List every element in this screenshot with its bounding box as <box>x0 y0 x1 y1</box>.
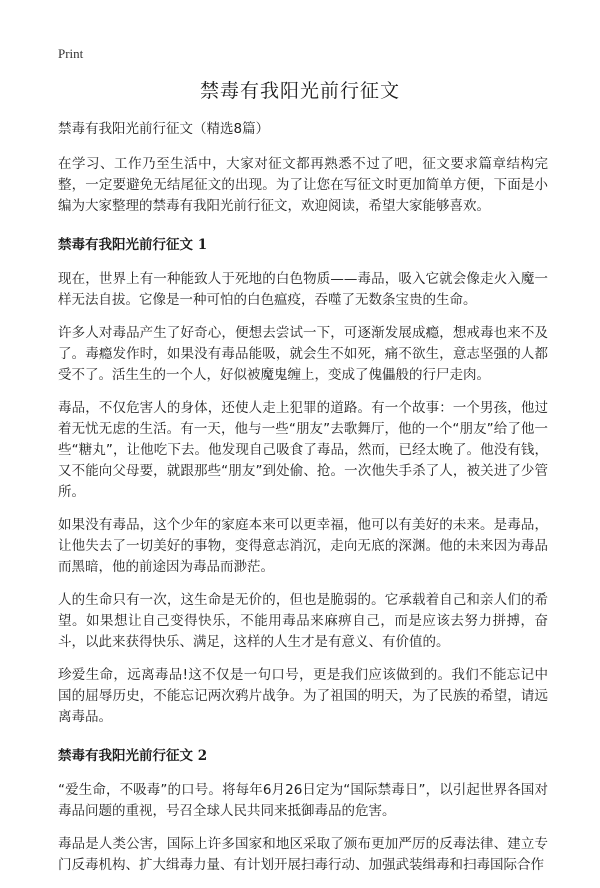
page-title: 禁毒有我阳光前行征文 <box>199 80 400 102</box>
paragraph: 如果没有毒品，这个少年的家庭本来可以更幸福，他可以有美好的未来。是毒品，让他失去了一切美好的事物，变得意志消沉，走向无底的深渊。他的未来因为毒品而黑暗，他的前途因为毒品而渺茫。 <box>58 517 548 575</box>
section-2 <box>58 744 548 876</box>
intro-paragraph: 在学习、工作乃至生活中，大家对征文都再熟悉不过了吧，征文要求篇章结构完整，一定要避免无结尾征文的出现。为了让您在写征文时更加简单方便，下面是小编为大家整理的禁毒有我阳光前行征文，欢迎阅读，希望大家能够喜欢。 <box>58 156 548 214</box>
paragraph: 毒品，不仅危害人的身体，还使人走上犯罪的道路。有一个故事：一个男孩，他过着无忧无虑的生活。有一天，他与一些“朋友”去歌舞厅，他的一个“朋友”给了他一些“糖丸”，让他吃下去。他发现自己吸食了毒品，然而，已经太晚了。他没有钱，又不能向父母要，就跟那些“朋友”到处偷、抢。一次他失手杀了人，被关进了少管所。 <box>58 400 548 500</box>
section-1 <box>58 233 548 728</box>
paragraph: 许多人对毒品产生了好奇心，便想去尝试一下，可逐渐发展成瘾，想戒毒也来不及了。毒瘾发作时，如果没有毒品能吸，就会生不如死，痛不欲生，意志坚强的人都受不了。活生生的一个人，好似被魔鬼缠上，变成了傀儡般的行尸走肉。 <box>58 325 548 383</box>
section-heading: 禁毒有我阳光前行征文 2 <box>58 748 208 764</box>
article-body <box>58 118 548 888</box>
paragraph: 现在，世界上有一种能致人于死地的白色物质——毒品，吸入它就会像走火入魔一样无法自拔。它像是一种可怕的白色瘟疫，吞噬了无数条宝贵的生命。 <box>58 271 548 308</box>
paragraph: 人的生命只有一次，这生命是无价的，但也是脆弱的。它承载着自己和亲人们的希望。如果想让自己变得快乐，不能用毒品来麻痹自己，而是应该去努力拼搏，奋斗，以此来获得快乐、满足，这样的人生才是有意义、有价值的。 <box>58 592 548 650</box>
print-link[interactable]: Print <box>58 46 84 61</box>
paragraph: 珍爱生命，远离毒品!这不仅是一句口号，更是我们应该做到的。我们不能忘记中国的屈辱历史，不能忘记两次鸦片战争。为了祖国的明天，为了民族的希望，请远离毒品。 <box>58 667 548 725</box>
paragraph: 毒品是人类公害，国际上许多国家和地区采取了颁布更加严厉的反毒法律、建立专门反毒机构、扩大缉毒力量、有计划开展扫毒行动、加强武装缉毒和扫毒国际合作 <box>58 836 548 873</box>
section-heading: 禁毒有我阳光前行征文 1 <box>58 237 208 253</box>
paragraph: “爱生命，不吸毒”的口号。将每年6月26日定为“国际禁毒日”，以引起世界各国对毒品问题的重视，号召全球人民共同来抵御毒品的危害。 <box>58 782 548 819</box>
article-subtitle: 禁毒有我阳光前行征文（精选8篇） <box>58 121 270 137</box>
